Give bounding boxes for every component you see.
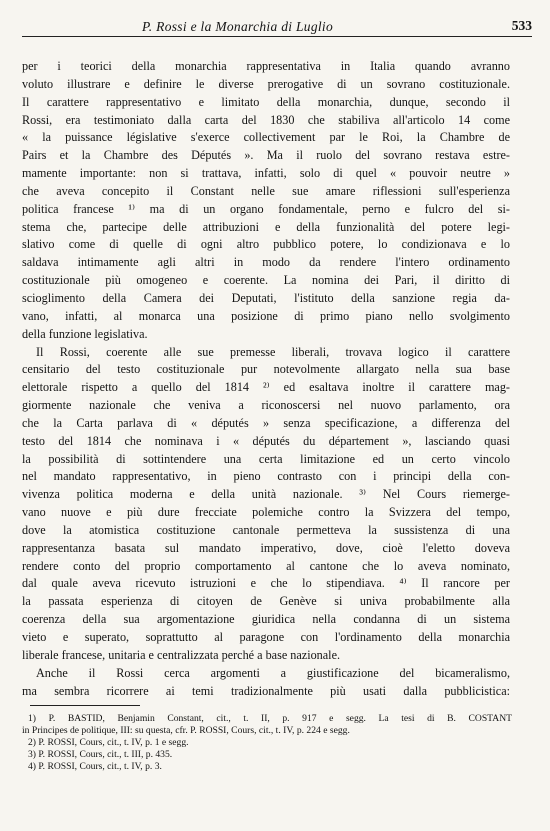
text-line: vivenza politica moderna e della unità nazionale. ³⁾ Nel Cours riemerge- (22, 487, 510, 502)
text-line: Rossi, era testimoniato dalla carta del 1830 che stabiliva all'articolo 14 come (22, 112, 510, 127)
text-line: dove la atomistica costituzione cantonale permetteva la sussistenza di una (22, 522, 510, 537)
footnote: 4) P. ROSSI, Cours, cit., t. IV, p. 3. (28, 761, 162, 772)
body-text (22, 58, 510, 700)
text-line: Pairs et la Chambre des Députés ». Ma il ruolo del sovrano restava estre- (22, 148, 510, 163)
text-line: vieto e superato, soprattutto al paragone con l'ordinamento della monarchia (22, 630, 510, 644)
text-line: nel mandato rappresentativo, in pieno contrasto con i principi della con- (22, 469, 510, 484)
text-line: « la puissance législative s'exerce collectivement par le Roi, la Chambre de (22, 130, 510, 145)
footnote: 2) P. ROSSI, Cours, cit., t. IV, p. 1 e segg. (28, 737, 189, 748)
text-line: ma sembra ricorrere ai temi tradizionalmente più usati dalla pubblicistica: (22, 683, 510, 698)
text-line: Anche il Rossi cerca argomenti a giustificazione del bicameralismo, (36, 665, 510, 680)
text-line: per i teorici della monarchia rappresentativa in Italia quando avranno (22, 59, 510, 73)
text-line: mamente importante: non si trattava, infatti, solo di quel « pouvoir neutre » (22, 166, 510, 181)
running-title: P. Rossi e la Monarchia di Luglio (142, 19, 334, 34)
text-line: rappresentanza basata sul mandato imperativo, dove, cioè l'eletto doveva (22, 540, 510, 555)
text-line: la possibilità di sottintendere una certa limitazione ed un certo vincolo (22, 451, 510, 466)
text-line: che la Carta parlava di « députés » senza specificazione, a differenza del (22, 415, 510, 430)
footnotes (22, 713, 512, 773)
text-line: rendere conto del proprio comportamento al cantone che lo aveva nominato, (22, 558, 510, 573)
text-line: che aveva concepito il Constant nelle sue amare riflessioni sull'esperienza (22, 183, 510, 198)
text-line: coerenza della sua argomentazione giuridica nella condanna di un sistema (22, 612, 510, 627)
text-line: vano, infatti, al monarca una posizione di primo piano nello svolgimento (22, 308, 510, 323)
text-line: dal quale aveva ricevuto istruzioni e che lo stipendiava. ⁴⁾ Il rancore per (22, 576, 510, 591)
text-line: voluto illustrare e definire le diverse prerogative di un sovrano costituzionale. (22, 76, 510, 91)
text-line: testo del 1814 che nominava i « députés du département », lasciando quasi (22, 433, 510, 448)
text-line: slativo come di quelle di ogni altro pubblico potere, lo condizionava e lo (22, 237, 510, 252)
text-line: liberale francese, unitaria e centralizzata perché a base nazionale. (22, 647, 341, 662)
running-header (22, 14, 532, 37)
page-number: 533 (511, 18, 532, 33)
text-line: la passata esperienza di citoyen de Genève si univa probabilmente alla (22, 594, 510, 609)
text-line: politica francese ¹⁾ ma di un organo fondamentale, perno e fulcro del si- (22, 201, 510, 216)
text-line: vano nuove e più dure frecciate polemiche contro la Svizzera del tempo, (22, 505, 510, 520)
text-line: censitario del testo costituzionale pur notevolmente allargato nella sua base (22, 362, 510, 377)
footnote: 1) P. BASTID, Benjamin Constant, cit., t. II, p. 917 e segg. La tesi di B. COSTANT (28, 713, 512, 724)
text-line: elettorale rispetto a quello del 1814 ²⁾ ed esaltava inoltre il carattere mag- (22, 380, 510, 395)
text-line: giormente nazionale che veniva a riconoscersi nel nuovo parlamento, ora (22, 398, 510, 413)
text-line: Il carattere rappresentativo e limitato della monarchia, dunque, secondo il (22, 94, 510, 109)
text-line: stema che, partecipe delle attribuzioni e della funzionalità del potere legi- (22, 219, 510, 234)
footnote-continuation: in Principes de politique, III: su questa, cfr. P. ROSSI, Cours, cit., t. IV, p. 224 e segg. (22, 725, 350, 736)
text-line: scioglimento della Camera dei Deputati, l'istituto della sanzione regia da- (22, 290, 510, 305)
text-line: saldava intimamente agli altri in modo da rendere l'intero ordinamento (22, 255, 510, 270)
text-line: costituzionale più omogeneo e coerente. La nomina dei Pari, il diritto di (22, 273, 510, 288)
footnote-divider (30, 705, 140, 706)
text-line: della funzione legislativa. (22, 326, 148, 341)
text-line: Il Rossi, coerente alle sue premesse liberali, trovava logico il carattere (36, 344, 510, 359)
footnote: 3) P. ROSSI, Cours, cit., t. III, p. 435. (28, 749, 173, 760)
